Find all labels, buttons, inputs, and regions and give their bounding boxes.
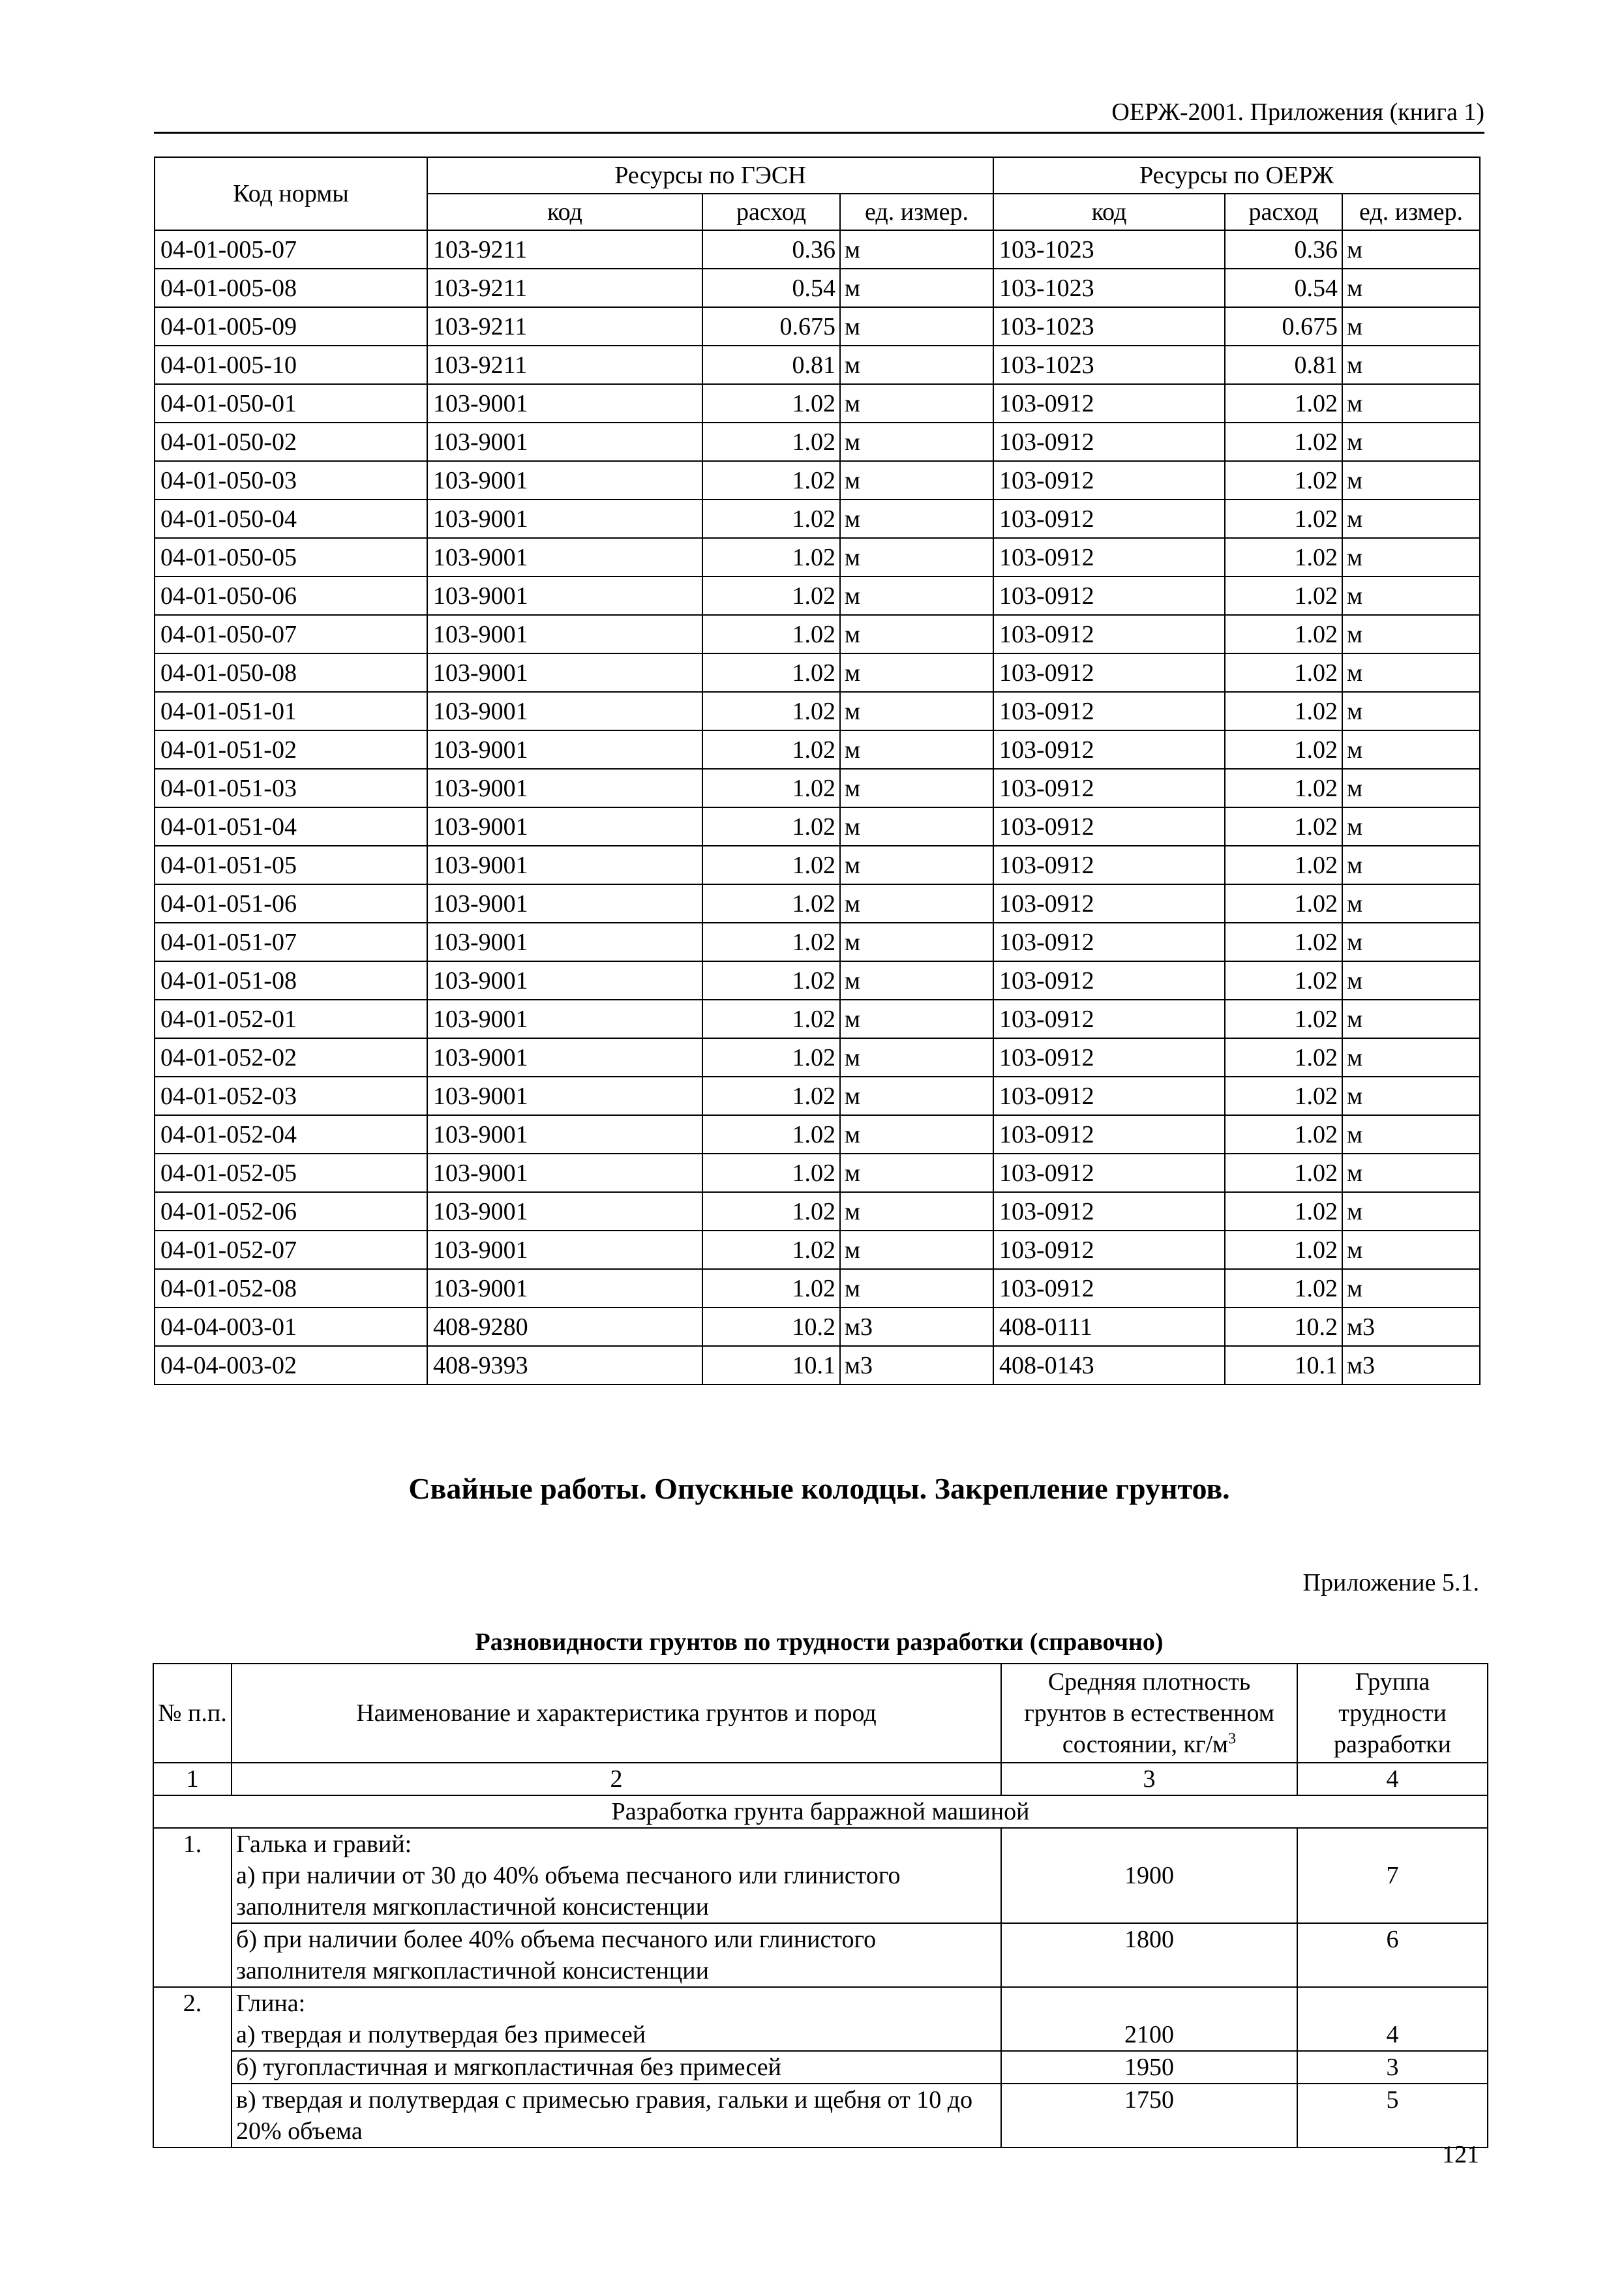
- cell-oerzh-unit: м: [1342, 230, 1480, 269]
- cell-oerzh-consumption: 0.675: [1225, 307, 1342, 346]
- cell-oerzh-consumption: 1.02: [1225, 961, 1342, 1000]
- cell-gesn-code: 103-9001: [427, 653, 702, 692]
- cell-oerzh-code: 103-0912: [993, 730, 1225, 769]
- cell-gesn-consumption: 1.02: [702, 1192, 840, 1231]
- cell-oerzh-consumption: 0.81: [1225, 346, 1342, 384]
- cell-oerzh-unit: м: [1342, 384, 1480, 423]
- cell-norm-code: 04-01-005-09: [155, 307, 427, 346]
- table-row: [155, 961, 1480, 1000]
- cell-oerzh-unit: м: [1342, 1000, 1480, 1038]
- cell-oerzh-code: 103-0912: [993, 692, 1225, 730]
- cell-oerzh-unit: м: [1342, 1077, 1480, 1115]
- table-row: [155, 1346, 1480, 1384]
- cell-oerzh-consumption: 1.02: [1225, 730, 1342, 769]
- cell-oerzh-code: 103-0912: [993, 461, 1225, 500]
- cell-gesn-code: 103-9001: [427, 961, 702, 1000]
- cell-gesn-code: 103-9001: [427, 1115, 702, 1154]
- cell-gesn-consumption: 1.02: [702, 1231, 840, 1269]
- cell-norm-code: 04-01-052-01: [155, 1000, 427, 1038]
- cell-oerzh-unit: м3: [1342, 1308, 1480, 1346]
- cell-gesn-consumption: 1.02: [702, 730, 840, 769]
- appendix-label: Приложение 5.1.: [1302, 1569, 1479, 1596]
- cell-norm-code: 04-01-050-04: [155, 500, 427, 538]
- table-row: [155, 1269, 1480, 1308]
- table-row: [155, 1077, 1480, 1115]
- cell-gesn-code: 103-9001: [427, 384, 702, 423]
- cell-oerzh-code: 408-0143: [993, 1346, 1225, 1384]
- soil-idx-3: 3: [1001, 1763, 1297, 1795]
- cell-gesn-unit: м: [840, 500, 993, 538]
- cell-gesn-consumption: 1.02: [702, 923, 840, 961]
- cell-gesn-unit: м: [840, 1038, 993, 1077]
- cell-gesn-code: 103-9001: [427, 1000, 702, 1038]
- cell-oerzh-code: 103-0912: [993, 769, 1225, 807]
- cell-oerzh-code: 103-0912: [993, 423, 1225, 461]
- cell-oerzh-unit: м3: [1342, 1346, 1480, 1384]
- cell-oerzh-unit: м: [1342, 807, 1480, 846]
- cell-oerzh-code: 103-0912: [993, 538, 1225, 576]
- cell-norm-code: 04-01-005-07: [155, 230, 427, 269]
- soil-item1-num: 1.: [153, 1828, 232, 1987]
- cell-oerzh-consumption: 1.02: [1225, 384, 1342, 423]
- cell-gesn-unit: м: [840, 1115, 993, 1154]
- cell-gesn-consumption: 1.02: [702, 692, 840, 730]
- sub-code-oerzh: код: [993, 194, 1225, 230]
- cell-gesn-unit: м: [840, 230, 993, 269]
- header-rule: [154, 132, 1484, 134]
- cell-oerzh-consumption: 1.02: [1225, 423, 1342, 461]
- cell-gesn-unit: м: [840, 1231, 993, 1269]
- cell-gesn-consumption: 1.02: [702, 653, 840, 692]
- cell-norm-code: 04-01-052-06: [155, 1192, 427, 1231]
- cell-gesn-consumption: 0.54: [702, 269, 840, 307]
- table-row: [155, 846, 1480, 884]
- table-row: [155, 1038, 1480, 1077]
- cell-gesn-code: 408-9280: [427, 1308, 702, 1346]
- table-row: [155, 346, 1480, 384]
- cell-gesn-unit: м: [840, 884, 993, 923]
- cell-oerzh-unit: м: [1342, 653, 1480, 692]
- table-row: [155, 884, 1480, 923]
- cell-oerzh-code: 103-0912: [993, 923, 1225, 961]
- soil-item1-a-density: 1900: [1001, 1828, 1297, 1923]
- soil-item1-a-group: 7: [1297, 1828, 1488, 1923]
- cell-oerzh-consumption: 10.2: [1225, 1308, 1342, 1346]
- cell-gesn-code: 103-9001: [427, 615, 702, 653]
- cell-norm-code: 04-01-050-01: [155, 384, 427, 423]
- cell-gesn-code: 408-9393: [427, 1346, 702, 1384]
- soil-item2-c-density: 1750: [1001, 2084, 1297, 2147]
- cell-gesn-unit: м: [840, 461, 993, 500]
- cell-gesn-unit: м: [840, 807, 993, 846]
- soil-idx-1: 1: [153, 1763, 232, 1795]
- cell-norm-code: 04-01-050-02: [155, 423, 427, 461]
- cell-gesn-code: 103-9001: [427, 461, 702, 500]
- cell-gesn-unit: м: [840, 846, 993, 884]
- cell-gesn-consumption: 1.02: [702, 1154, 840, 1192]
- cell-oerzh-code: 103-0912: [993, 1231, 1225, 1269]
- table-row: [155, 653, 1480, 692]
- cell-norm-code: 04-01-050-03: [155, 461, 427, 500]
- table-row: [155, 1000, 1480, 1038]
- cell-oerzh-unit: м: [1342, 846, 1480, 884]
- cell-gesn-code: 103-9001: [427, 807, 702, 846]
- soil-item2-title: Глина:: [236, 1990, 306, 2017]
- cell-oerzh-consumption: 0.36: [1225, 230, 1342, 269]
- cell-oerzh-code: 103-0912: [993, 615, 1225, 653]
- sub-unit-gesn: ед. измер.: [840, 194, 993, 230]
- cell-gesn-unit: м: [840, 538, 993, 576]
- cell-oerzh-consumption: 1.02: [1225, 653, 1342, 692]
- cell-gesn-unit: м: [840, 1154, 993, 1192]
- cell-gesn-code: 103-9001: [427, 423, 702, 461]
- cell-norm-code: 04-04-003-01: [155, 1308, 427, 1346]
- table-row: [155, 692, 1480, 730]
- col-norm-code: Код нормы: [155, 157, 427, 230]
- table-row: [155, 1154, 1480, 1192]
- soil-item2-a-density: 2100: [1001, 1987, 1297, 2051]
- cell-gesn-unit: м: [840, 1269, 993, 1308]
- soil-item2-b-group: 3: [1297, 2051, 1488, 2084]
- cell-gesn-unit: м: [840, 1000, 993, 1038]
- soil-header-num: № п.п.: [153, 1664, 232, 1763]
- cell-norm-code: 04-01-052-05: [155, 1154, 427, 1192]
- cell-gesn-consumption: 1.02: [702, 807, 840, 846]
- table-row: [155, 1192, 1480, 1231]
- cell-oerzh-unit: м: [1342, 1115, 1480, 1154]
- cell-oerzh-unit: м: [1342, 730, 1480, 769]
- cell-oerzh-unit: м: [1342, 1269, 1480, 1308]
- page-header: ОЕРЖ-2001. Приложения (книга 1): [1111, 98, 1484, 126]
- cell-oerzh-code: 103-0912: [993, 807, 1225, 846]
- cell-gesn-code: 103-9211: [427, 230, 702, 269]
- cell-oerzh-consumption: 0.54: [1225, 269, 1342, 307]
- sub-consumption-gesn: расход: [702, 194, 840, 230]
- cell-gesn-unit: м: [840, 730, 993, 769]
- cell-oerzh-code: 103-1023: [993, 307, 1225, 346]
- cell-gesn-code: 103-9001: [427, 884, 702, 923]
- cell-gesn-code: 103-9001: [427, 1231, 702, 1269]
- cell-norm-code: 04-01-051-04: [155, 807, 427, 846]
- cell-oerzh-unit: м: [1342, 576, 1480, 615]
- cell-norm-code: 04-01-052-04: [155, 1115, 427, 1154]
- cell-oerzh-unit: м: [1342, 1192, 1480, 1231]
- cell-oerzh-unit: м: [1342, 884, 1480, 923]
- cell-gesn-consumption: 0.675: [702, 307, 840, 346]
- table-row: [155, 769, 1480, 807]
- cell-oerzh-code: 103-1023: [993, 230, 1225, 269]
- cell-gesn-code: 103-9211: [427, 346, 702, 384]
- cell-oerzh-unit: м: [1342, 1038, 1480, 1077]
- cell-oerzh-consumption: 1.02: [1225, 500, 1342, 538]
- table-row: [155, 269, 1480, 307]
- resources-body: [155, 230, 1480, 1384]
- cell-oerzh-consumption: 1.02: [1225, 576, 1342, 615]
- cell-oerzh-code: 103-0912: [993, 1269, 1225, 1308]
- soil-item2-b-text: б) тугопластичная и мягкопластичная без примесей: [232, 2051, 1001, 2084]
- soil-item2-c-group: 5: [1297, 2084, 1488, 2147]
- cell-gesn-code: 103-9001: [427, 769, 702, 807]
- soil-item1-title: Галька и гравий:: [236, 1831, 412, 1858]
- table-row: [155, 538, 1480, 576]
- cell-gesn-unit: м: [840, 384, 993, 423]
- cell-gesn-consumption: 1.02: [702, 884, 840, 923]
- cell-gesn-consumption: 1.02: [702, 384, 840, 423]
- cell-oerzh-code: 103-0912: [993, 1038, 1225, 1077]
- cell-oerzh-unit: м: [1342, 538, 1480, 576]
- cell-norm-code: 04-01-051-08: [155, 961, 427, 1000]
- cell-oerzh-code: 103-1023: [993, 346, 1225, 384]
- table-row: [153, 1987, 1488, 2051]
- cell-gesn-code: 103-9001: [427, 1269, 702, 1308]
- soil-header-group: Группа трудности разработки: [1297, 1664, 1488, 1763]
- cell-gesn-unit: м: [840, 769, 993, 807]
- soil-item2-a: [232, 1987, 1001, 2051]
- soil-table-caption: Разновидности грунтов по трудности разработки (справочно): [475, 1628, 1164, 1656]
- cell-oerzh-unit: м: [1342, 461, 1480, 500]
- cell-norm-code: 04-01-051-01: [155, 692, 427, 730]
- cell-gesn-code: 103-9001: [427, 692, 702, 730]
- cell-gesn-consumption: 1.02: [702, 576, 840, 615]
- cell-norm-code: 04-04-003-02: [155, 1346, 427, 1384]
- cell-norm-code: 04-01-052-02: [155, 1038, 427, 1077]
- soil-section-row: Разработка грунта барражной машиной: [153, 1795, 1488, 1828]
- table-row: [155, 230, 1480, 269]
- cell-oerzh-consumption: 1.02: [1225, 1077, 1342, 1115]
- page-number: 121: [1442, 2141, 1479, 2168]
- cell-gesn-code: 103-9001: [427, 538, 702, 576]
- table-row: [155, 807, 1480, 846]
- cell-gesn-consumption: 1.02: [702, 846, 840, 884]
- soil-header-density-exp: 3: [1228, 1730, 1237, 1748]
- cell-oerzh-code: 103-0912: [993, 961, 1225, 1000]
- cell-gesn-consumption: 1.02: [702, 769, 840, 807]
- soil-idx-4: 4: [1297, 1763, 1488, 1795]
- table-row: [155, 730, 1480, 769]
- cell-oerzh-unit: м: [1342, 769, 1480, 807]
- cell-gesn-code: 103-9001: [427, 730, 702, 769]
- cell-gesn-consumption: 1.02: [702, 1000, 840, 1038]
- cell-gesn-unit: м: [840, 1077, 993, 1115]
- table-row: [155, 500, 1480, 538]
- soil-item2-b-density: 1950: [1001, 2051, 1297, 2084]
- cell-oerzh-consumption: 1.02: [1225, 1115, 1342, 1154]
- cell-oerzh-code: 103-0912: [993, 500, 1225, 538]
- cell-norm-code: 04-01-052-03: [155, 1077, 427, 1115]
- cell-oerzh-code: 103-0912: [993, 1000, 1225, 1038]
- table-row: [155, 615, 1480, 653]
- cell-oerzh-code: 103-0912: [993, 576, 1225, 615]
- soil-item1-a-text: а) при наличии от 30 до 40% объема песчаного или глинистого заполнителя мягкопластичной консистенции: [236, 1862, 901, 1921]
- cell-gesn-unit: м: [840, 961, 993, 1000]
- cell-oerzh-unit: м: [1342, 423, 1480, 461]
- sub-consumption-oerzh: расход: [1225, 194, 1342, 230]
- table-row: [155, 423, 1480, 461]
- table-row: [155, 1231, 1480, 1269]
- cell-oerzh-unit: м: [1342, 1154, 1480, 1192]
- cell-gesn-unit: м: [840, 576, 993, 615]
- cell-gesn-consumption: 1.02: [702, 1115, 840, 1154]
- cell-norm-code: 04-01-051-07: [155, 923, 427, 961]
- cell-gesn-consumption: 0.36: [702, 230, 840, 269]
- cell-oerzh-unit: м: [1342, 1231, 1480, 1269]
- cell-gesn-unit: м: [840, 346, 993, 384]
- group-oerzh: Ресурсы по ОЕРЖ: [993, 157, 1480, 194]
- cell-oerzh-code: 103-1023: [993, 269, 1225, 307]
- cell-oerzh-code: 103-0912: [993, 384, 1225, 423]
- cell-gesn-unit: м: [840, 692, 993, 730]
- cell-oerzh-unit: м: [1342, 307, 1480, 346]
- cell-oerzh-code: 103-0912: [993, 884, 1225, 923]
- cell-norm-code: 04-01-051-03: [155, 769, 427, 807]
- table-row: [155, 923, 1480, 961]
- cell-oerzh-consumption: 1.02: [1225, 846, 1342, 884]
- cell-gesn-code: 103-9211: [427, 307, 702, 346]
- cell-oerzh-consumption: 10.1: [1225, 1346, 1342, 1384]
- cell-oerzh-unit: м: [1342, 961, 1480, 1000]
- cell-gesn-consumption: 10.2: [702, 1308, 840, 1346]
- cell-oerzh-consumption: 1.02: [1225, 1038, 1342, 1077]
- cell-oerzh-consumption: 1.02: [1225, 1231, 1342, 1269]
- cell-oerzh-code: 103-0912: [993, 653, 1225, 692]
- soil-item2-a-text: а) твердая и полутвердая без примесей: [236, 2021, 646, 2048]
- cell-gesn-unit: м: [840, 1192, 993, 1231]
- sub-code-gesn: код: [427, 194, 702, 230]
- cell-norm-code: 04-01-052-08: [155, 1269, 427, 1308]
- cell-oerzh-consumption: 1.02: [1225, 1269, 1342, 1308]
- cell-oerzh-consumption: 1.02: [1225, 1154, 1342, 1192]
- cell-gesn-consumption: 1.02: [702, 961, 840, 1000]
- cell-oerzh-code: 103-0912: [993, 1077, 1225, 1115]
- cell-oerzh-consumption: 1.02: [1225, 769, 1342, 807]
- cell-norm-code: 04-01-005-10: [155, 346, 427, 384]
- cell-gesn-consumption: 1.02: [702, 538, 840, 576]
- cell-gesn-code: 103-9001: [427, 1038, 702, 1077]
- cell-norm-code: 04-01-051-02: [155, 730, 427, 769]
- cell-gesn-consumption: 1.02: [702, 1077, 840, 1115]
- cell-oerzh-code: 103-0912: [993, 1192, 1225, 1231]
- cell-oerzh-consumption: 1.02: [1225, 807, 1342, 846]
- cell-gesn-unit: м: [840, 269, 993, 307]
- cell-norm-code: 04-01-050-06: [155, 576, 427, 615]
- table-row: [155, 1308, 1480, 1346]
- cell-gesn-unit: м: [840, 423, 993, 461]
- sub-unit-oerzh: ед. измер.: [1342, 194, 1480, 230]
- cell-oerzh-consumption: 1.02: [1225, 461, 1342, 500]
- table-row: [155, 461, 1480, 500]
- cell-gesn-consumption: 0.81: [702, 346, 840, 384]
- cell-oerzh-code: 103-0912: [993, 1115, 1225, 1154]
- cell-gesn-unit: м3: [840, 1346, 993, 1384]
- cell-norm-code: 04-01-050-07: [155, 615, 427, 653]
- cell-gesn-unit: м: [840, 307, 993, 346]
- cell-oerzh-unit: м: [1342, 692, 1480, 730]
- cell-gesn-consumption: 10.1: [702, 1346, 840, 1384]
- soil-item1-a: [232, 1828, 1001, 1923]
- cell-gesn-unit: м: [840, 653, 993, 692]
- resources-table: [154, 157, 1481, 1385]
- cell-gesn-unit: м3: [840, 1308, 993, 1346]
- soil-header-density-text: Средняя плотность грунтов в естественном состоянии, кг/м: [1024, 1668, 1274, 1758]
- section-title: Свайные работы. Опускные колодцы. Закрепление грунтов.: [408, 1472, 1230, 1505]
- cell-oerzh-code: 408-0111: [993, 1308, 1225, 1346]
- cell-oerzh-unit: м: [1342, 346, 1480, 384]
- cell-oerzh-consumption: 1.02: [1225, 1192, 1342, 1231]
- table-row: [155, 307, 1480, 346]
- cell-gesn-consumption: 1.02: [702, 1269, 840, 1308]
- cell-oerzh-code: 103-0912: [993, 846, 1225, 884]
- cell-oerzh-code: 103-0912: [993, 1154, 1225, 1192]
- table-row: [153, 2051, 1488, 2084]
- soil-item1-b-text: б) при наличии более 40% объема песчаного или глинистого заполнителя мягкопластичной консистенции: [232, 1923, 1001, 1987]
- cell-gesn-unit: м: [840, 923, 993, 961]
- group-gesn: Ресурсы по ГЭСН: [427, 157, 993, 194]
- cell-oerzh-unit: м: [1342, 269, 1480, 307]
- cell-oerzh-unit: м: [1342, 615, 1480, 653]
- cell-oerzh-consumption: 1.02: [1225, 923, 1342, 961]
- cell-oerzh-unit: м: [1342, 500, 1480, 538]
- cell-norm-code: 04-01-052-07: [155, 1231, 427, 1269]
- table-row: [153, 1828, 1488, 1923]
- cell-oerzh-consumption: 1.02: [1225, 692, 1342, 730]
- cell-gesn-consumption: 1.02: [702, 1038, 840, 1077]
- soil-header-name: Наименование и характеристика грунтов и пород: [232, 1664, 1001, 1763]
- cell-gesn-code: 103-9001: [427, 923, 702, 961]
- cell-gesn-code: 103-9211: [427, 269, 702, 307]
- cell-gesn-code: 103-9001: [427, 500, 702, 538]
- cell-gesn-consumption: 1.02: [702, 500, 840, 538]
- cell-gesn-code: 103-9001: [427, 1077, 702, 1115]
- table-row: [155, 1115, 1480, 1154]
- cell-gesn-consumption: 1.02: [702, 423, 840, 461]
- soil-table: [153, 1663, 1488, 2148]
- cell-norm-code: 04-01-050-08: [155, 653, 427, 692]
- cell-oerzh-consumption: 1.02: [1225, 884, 1342, 923]
- soil-item1-b-density: 1800: [1001, 1923, 1297, 1987]
- table-row: [153, 2084, 1488, 2147]
- table-row: [153, 1923, 1488, 1987]
- soil-idx-2: 2: [232, 1763, 1001, 1795]
- soil-item2-a-group: 4: [1297, 1987, 1488, 2051]
- table-row: [155, 384, 1480, 423]
- cell-gesn-consumption: 1.02: [702, 461, 840, 500]
- cell-oerzh-consumption: 1.02: [1225, 615, 1342, 653]
- cell-gesn-unit: м: [840, 615, 993, 653]
- cell-norm-code: 04-01-051-05: [155, 846, 427, 884]
- cell-oerzh-consumption: 1.02: [1225, 538, 1342, 576]
- cell-gesn-consumption: 1.02: [702, 615, 840, 653]
- cell-gesn-code: 103-9001: [427, 576, 702, 615]
- cell-norm-code: 04-01-005-08: [155, 269, 427, 307]
- cell-norm-code: 04-01-051-06: [155, 884, 427, 923]
- cell-gesn-code: 103-9001: [427, 1154, 702, 1192]
- soil-item2-num: 2.: [153, 1987, 232, 2147]
- cell-oerzh-unit: м: [1342, 923, 1480, 961]
- cell-gesn-code: 103-9001: [427, 1192, 702, 1231]
- cell-oerzh-consumption: 1.02: [1225, 1000, 1342, 1038]
- soil-header-density: [1001, 1664, 1297, 1763]
- cell-gesn-code: 103-9001: [427, 846, 702, 884]
- cell-norm-code: 04-01-050-05: [155, 538, 427, 576]
- table-row: [155, 576, 1480, 615]
- soil-item2-c-text: в) твердая и полутвердая с примесью гравия, гальки и щебня от 10 до 20% объема: [232, 2084, 1001, 2147]
- soil-item1-b-group: 6: [1297, 1923, 1488, 1987]
